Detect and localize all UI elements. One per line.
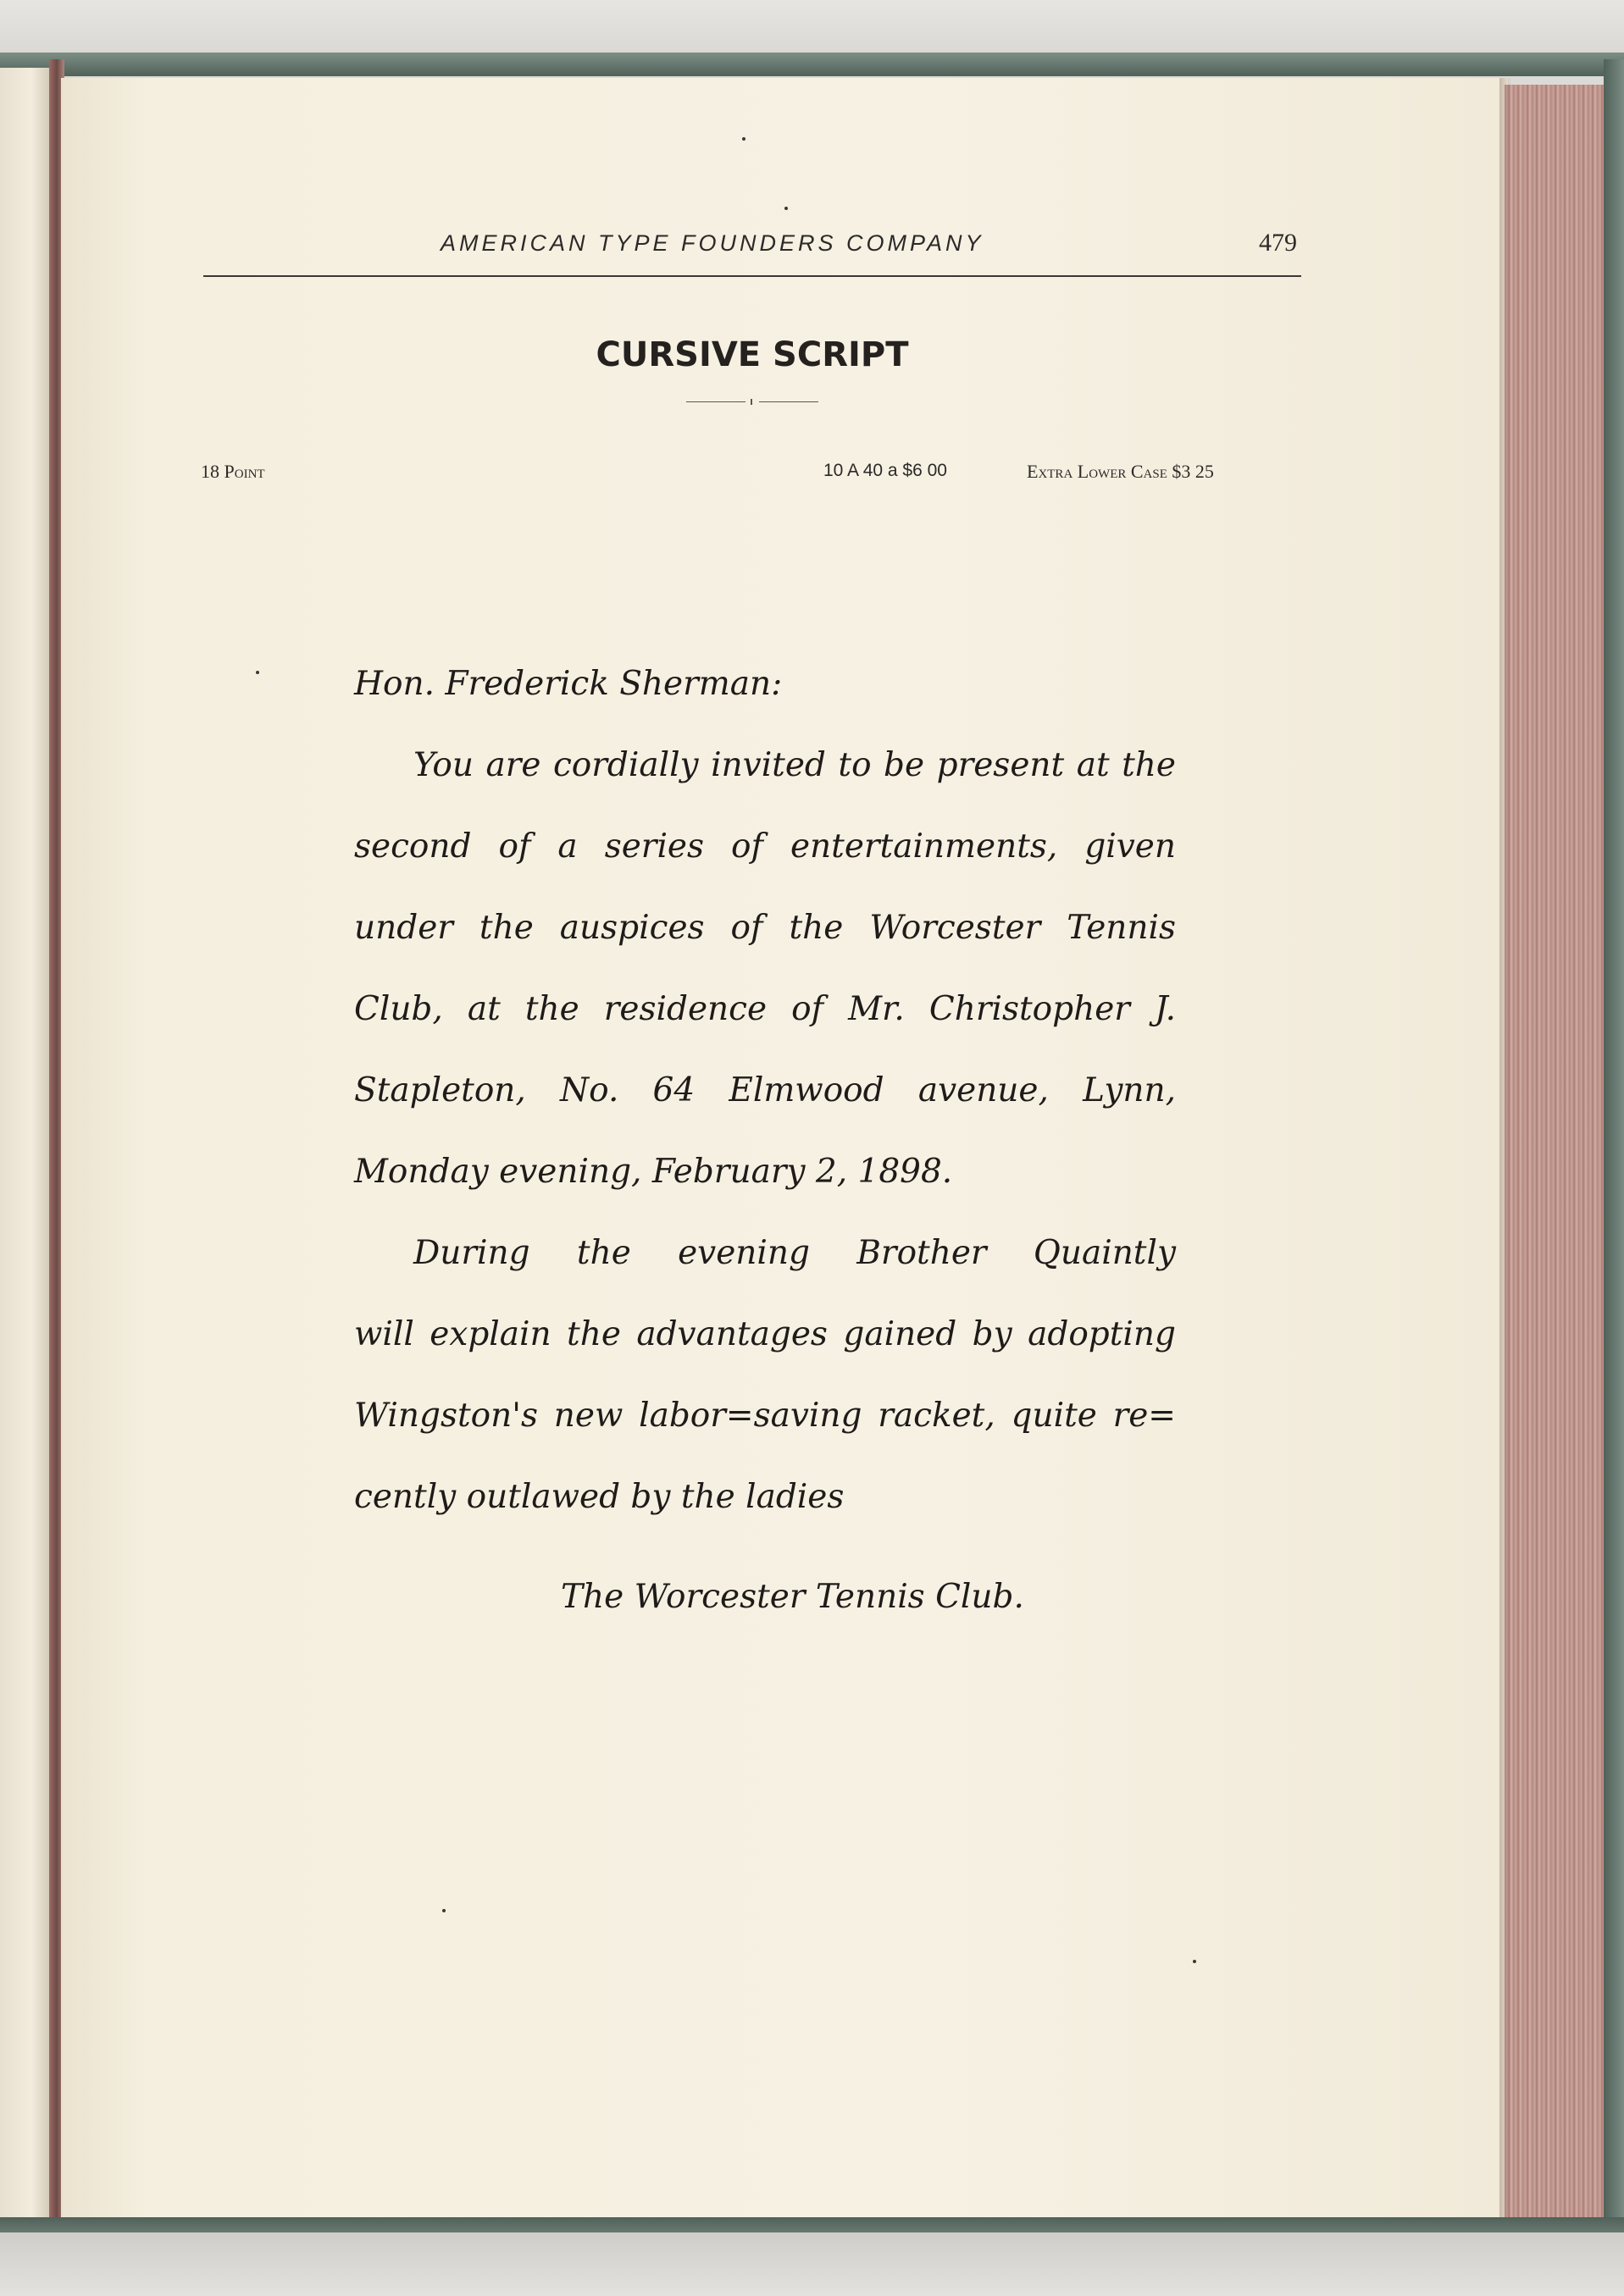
paper-speck — [256, 671, 259, 674]
letter-line: Wingston's new labor=saving racket, quite re= — [354, 1397, 1176, 1435]
paper-speck — [1193, 1960, 1196, 1963]
letter-line: under the auspices of the Worcester Tennis — [354, 909, 1176, 947]
signature: The Worcester Tennis Club. — [561, 1578, 1024, 1616]
facing-page — [0, 68, 53, 2223]
header-rule — [203, 275, 1301, 277]
letter-line: will explain the advantages gained by adopting — [354, 1315, 1176, 1353]
book-cover-side — [1604, 59, 1624, 2236]
letter-line: Stapleton, No. 64 Elmwood avenue, Lynn, — [354, 1071, 1176, 1109]
specimen-letter — [354, 644, 1176, 1638]
letter-line: Monday evening, February 2, 1898. — [354, 1153, 953, 1191]
extra-price-text: Extra Lower Case $3 25 — [1027, 461, 1214, 482]
page-number: 479 — [1259, 229, 1297, 257]
title-ornament-rule — [686, 401, 818, 403]
letter-line: Club, at the residence of Mr. Christopher J. — [354, 990, 1176, 1028]
page-edge-shadow — [1499, 78, 1511, 2219]
paper-speck — [784, 207, 788, 210]
scan-background-top — [0, 0, 1624, 59]
letter-line: During the evening Brother Quaintly — [413, 1234, 1176, 1272]
point-size — [201, 461, 265, 483]
letter-line: second of a series of entertainments, given — [354, 827, 1176, 866]
paper-speck — [742, 137, 745, 141]
extra-lower-case-price — [1027, 461, 1214, 483]
letter-line: You are cordially invited to be present at the — [413, 746, 1176, 784]
running-head: AMERICAN TYPE FOUNDERS COMPANY — [441, 230, 984, 256]
paper-speck — [442, 1909, 446, 1912]
font-price: 10 A 40 a $6 00 — [823, 461, 947, 480]
scan-background-bottom — [0, 2232, 1624, 2296]
specimen-title: CURSIVE SCRIPT — [596, 335, 909, 374]
salutation: Hon. Frederick Sherman: — [354, 665, 783, 703]
point-size-text: 18 Point — [201, 461, 265, 482]
letter-line: cently outlawed by the ladies — [354, 1478, 845, 1516]
book-cover-top-edge — [0, 53, 1624, 76]
